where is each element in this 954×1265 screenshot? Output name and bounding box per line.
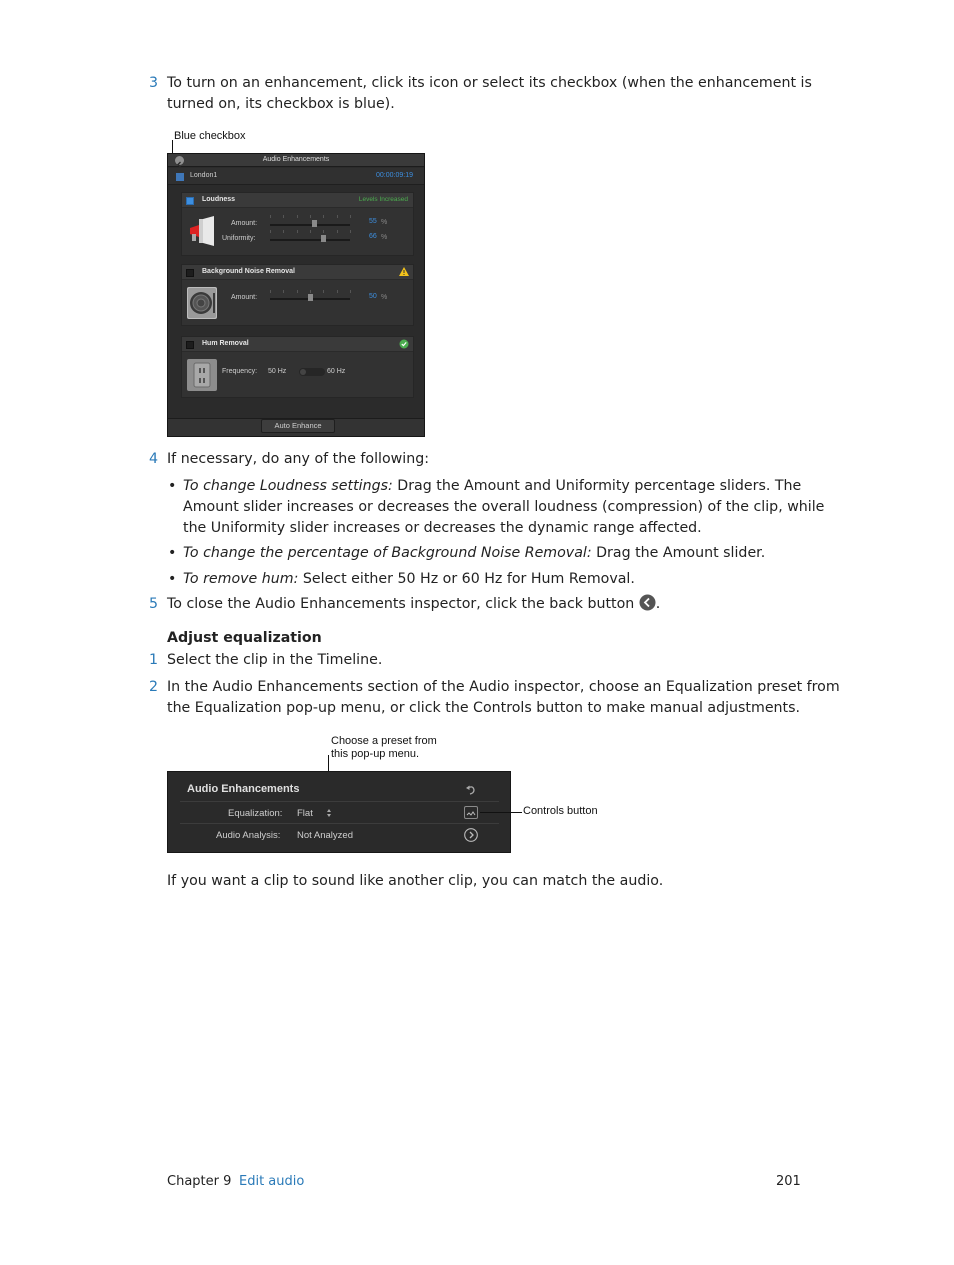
- audio-enhancements-panel: [167, 771, 511, 853]
- uniformity-slider[interactable]: [270, 239, 350, 241]
- noise-removal-section: [181, 264, 414, 326]
- footer-section-link[interactable]: Edit audio: [239, 1174, 305, 1189]
- megaphone-icon[interactable]: [187, 216, 217, 246]
- step-number: 3: [149, 75, 159, 91]
- frequency-toggle[interactable]: [299, 368, 325, 376]
- slider-tick: [283, 215, 284, 218]
- slider-tick: [337, 230, 338, 233]
- check-icon: [399, 339, 409, 349]
- percent-unit: %: [381, 219, 388, 226]
- amount-value[interactable]: 50: [369, 293, 377, 300]
- frequency-option-60[interactable]: 60 Hz: [327, 368, 346, 375]
- panel-title: Audio Enhancements: [187, 783, 300, 795]
- uniformity-label: Uniformity:: [222, 235, 256, 242]
- closing-text: If you want a clip to sound like another clip, you can match the audio.: [167, 873, 664, 889]
- callout-label: Choose a preset from: [331, 735, 437, 747]
- eq-controls-icon: [465, 809, 477, 820]
- slider-tick: [283, 230, 284, 233]
- amount-slider[interactable]: [270, 224, 350, 226]
- bullet-body: Drag the Amount and Uniformity percentage sliders. The: [392, 478, 802, 494]
- callout-label: Controls button: [523, 805, 598, 817]
- step-text: Select the clip in the Timeline.: [167, 652, 383, 668]
- audio-analysis-value: Not Analyzed: [297, 830, 353, 841]
- uniformity-value[interactable]: 66: [369, 233, 377, 240]
- bullet-text: [183, 476, 801, 497]
- footer-chapter: Chapter 9: [167, 1174, 232, 1189]
- equalization-popup[interactable]: Flat: [297, 808, 313, 819]
- step-number: 1: [149, 652, 159, 668]
- bullet-marker: •: [168, 571, 177, 587]
- percent-unit: %: [381, 294, 388, 301]
- slider-tick: [270, 215, 271, 218]
- amount-ticks: [270, 215, 350, 218]
- slider-tick: [350, 230, 351, 233]
- timecode: 00:00:09:19: [376, 172, 413, 179]
- slider-tick: [310, 215, 311, 218]
- frequency-option-50[interactable]: 50 Hz: [268, 368, 287, 375]
- divider: [180, 801, 499, 802]
- step-number: 5: [149, 596, 159, 612]
- percent-unit: %: [381, 234, 388, 241]
- uniformity-ticks: [270, 230, 350, 233]
- amount-slider-thumb[interactable]: [312, 220, 317, 227]
- loudness-checkbox[interactable]: [186, 197, 194, 205]
- audio-enhancements-inspector: [167, 153, 425, 437]
- slider-tick: [297, 290, 298, 293]
- slider-tick: [337, 290, 338, 293]
- slider-tick: [270, 290, 271, 293]
- slider-tick: [350, 215, 351, 218]
- audio-analysis-label: Audio Analysis:: [216, 830, 281, 841]
- clip-name: London1: [190, 172, 218, 179]
- inspector-title: Audio Enhancements: [262, 156, 330, 163]
- step-text: To close the Audio Enhancements inspector, click the back button .: [167, 596, 661, 612]
- bullet-marker: •: [168, 545, 177, 561]
- frequency-label: Frequency:: [222, 368, 258, 375]
- callout-label: Blue checkbox: [174, 130, 246, 142]
- noise-removal-checkbox[interactable]: [186, 269, 194, 277]
- divider: [180, 823, 499, 824]
- bullet-text: [183, 569, 635, 590]
- section-heading: Adjust equalization: [167, 630, 322, 646]
- slider-tick: [323, 215, 324, 218]
- slider-tick: [297, 230, 298, 233]
- slider-tick: [323, 230, 324, 233]
- uniformity-slider-thumb[interactable]: [321, 235, 326, 242]
- reset-icon[interactable]: [465, 784, 477, 795]
- callout-line: [480, 812, 522, 813]
- slider-tick: [310, 230, 311, 233]
- bullet-lead: To remove hum:: [183, 571, 299, 587]
- page-number: 201: [776, 1174, 801, 1189]
- amount-ticks: [270, 290, 350, 293]
- slider-tick: [310, 290, 311, 293]
- amount-value[interactable]: 55: [369, 218, 377, 225]
- slider-tick: [297, 215, 298, 218]
- amount-slider-thumb[interactable]: [308, 294, 313, 301]
- auto-enhance-button[interactable]: Auto Enhance: [261, 419, 335, 433]
- slider-tick: [350, 290, 351, 293]
- equalization-label: Equalization:: [228, 808, 283, 819]
- popup-arrows-icon[interactable]: [326, 808, 332, 818]
- clip-icon: [176, 173, 184, 181]
- amount-label: Amount:: [231, 294, 258, 301]
- step-text: turned on, its checkbox is blue).: [167, 96, 395, 112]
- hum-removal-icon[interactable]: [187, 359, 217, 391]
- hum-removal-section: [181, 336, 414, 398]
- hum-removal-checkbox[interactable]: [186, 341, 194, 349]
- slider-tick: [270, 230, 271, 233]
- step-text: To turn on an enhancement, click its icon or select its checkbox (when the enhancement is: [167, 75, 812, 91]
- hum-removal-label: Hum Removal: [202, 340, 249, 347]
- bullet-marker: •: [168, 478, 177, 494]
- slider-tick: [283, 290, 284, 293]
- loudness-label: Loudness: [202, 196, 236, 203]
- step-text: the Equalization pop-up menu, or click the Controls button to make manual adjustments.: [167, 700, 800, 716]
- bullet-lead: To change Loudness settings:: [183, 478, 393, 494]
- warning-icon: [399, 267, 409, 276]
- step-text: In the Audio Enhancements section of the Audio inspector, choose an Equalization preset from: [167, 679, 840, 695]
- controls-button[interactable]: [464, 806, 478, 819]
- bullet-text: Amount slider increases or decreases the overall loudness (compression) of the clip, while: [183, 499, 825, 515]
- slider-tick: [323, 290, 324, 293]
- back-button-icon: [639, 594, 656, 611]
- slider-tick: [337, 215, 338, 218]
- chevron-right-circle-icon[interactable]: [464, 828, 478, 842]
- bullet-body: Drag the Amount slider.: [591, 545, 766, 561]
- noise-removal-label: Background Noise Removal: [202, 268, 295, 275]
- loudness-section: [181, 192, 414, 256]
- bullet-lead: To change the percentage of Background Noise Removal:: [183, 545, 592, 561]
- callout-label: this pop-up menu.: [331, 748, 420, 760]
- bullet-text: the Uniformity slider increases or decreases the dynamic range affected.: [183, 520, 702, 536]
- step-text: If necessary, do any of the following:: [167, 451, 429, 467]
- loudness-status: Levels Increased: [358, 196, 408, 203]
- bullet-text: [183, 543, 765, 564]
- noise-removal-icon[interactable]: [187, 287, 217, 319]
- bullet-body: Select either 50 Hz or 60 Hz for Hum Removal.: [298, 571, 635, 587]
- step-number: 2: [149, 679, 159, 695]
- amount-label: Amount:: [231, 220, 258, 227]
- step-number: 4: [149, 451, 159, 467]
